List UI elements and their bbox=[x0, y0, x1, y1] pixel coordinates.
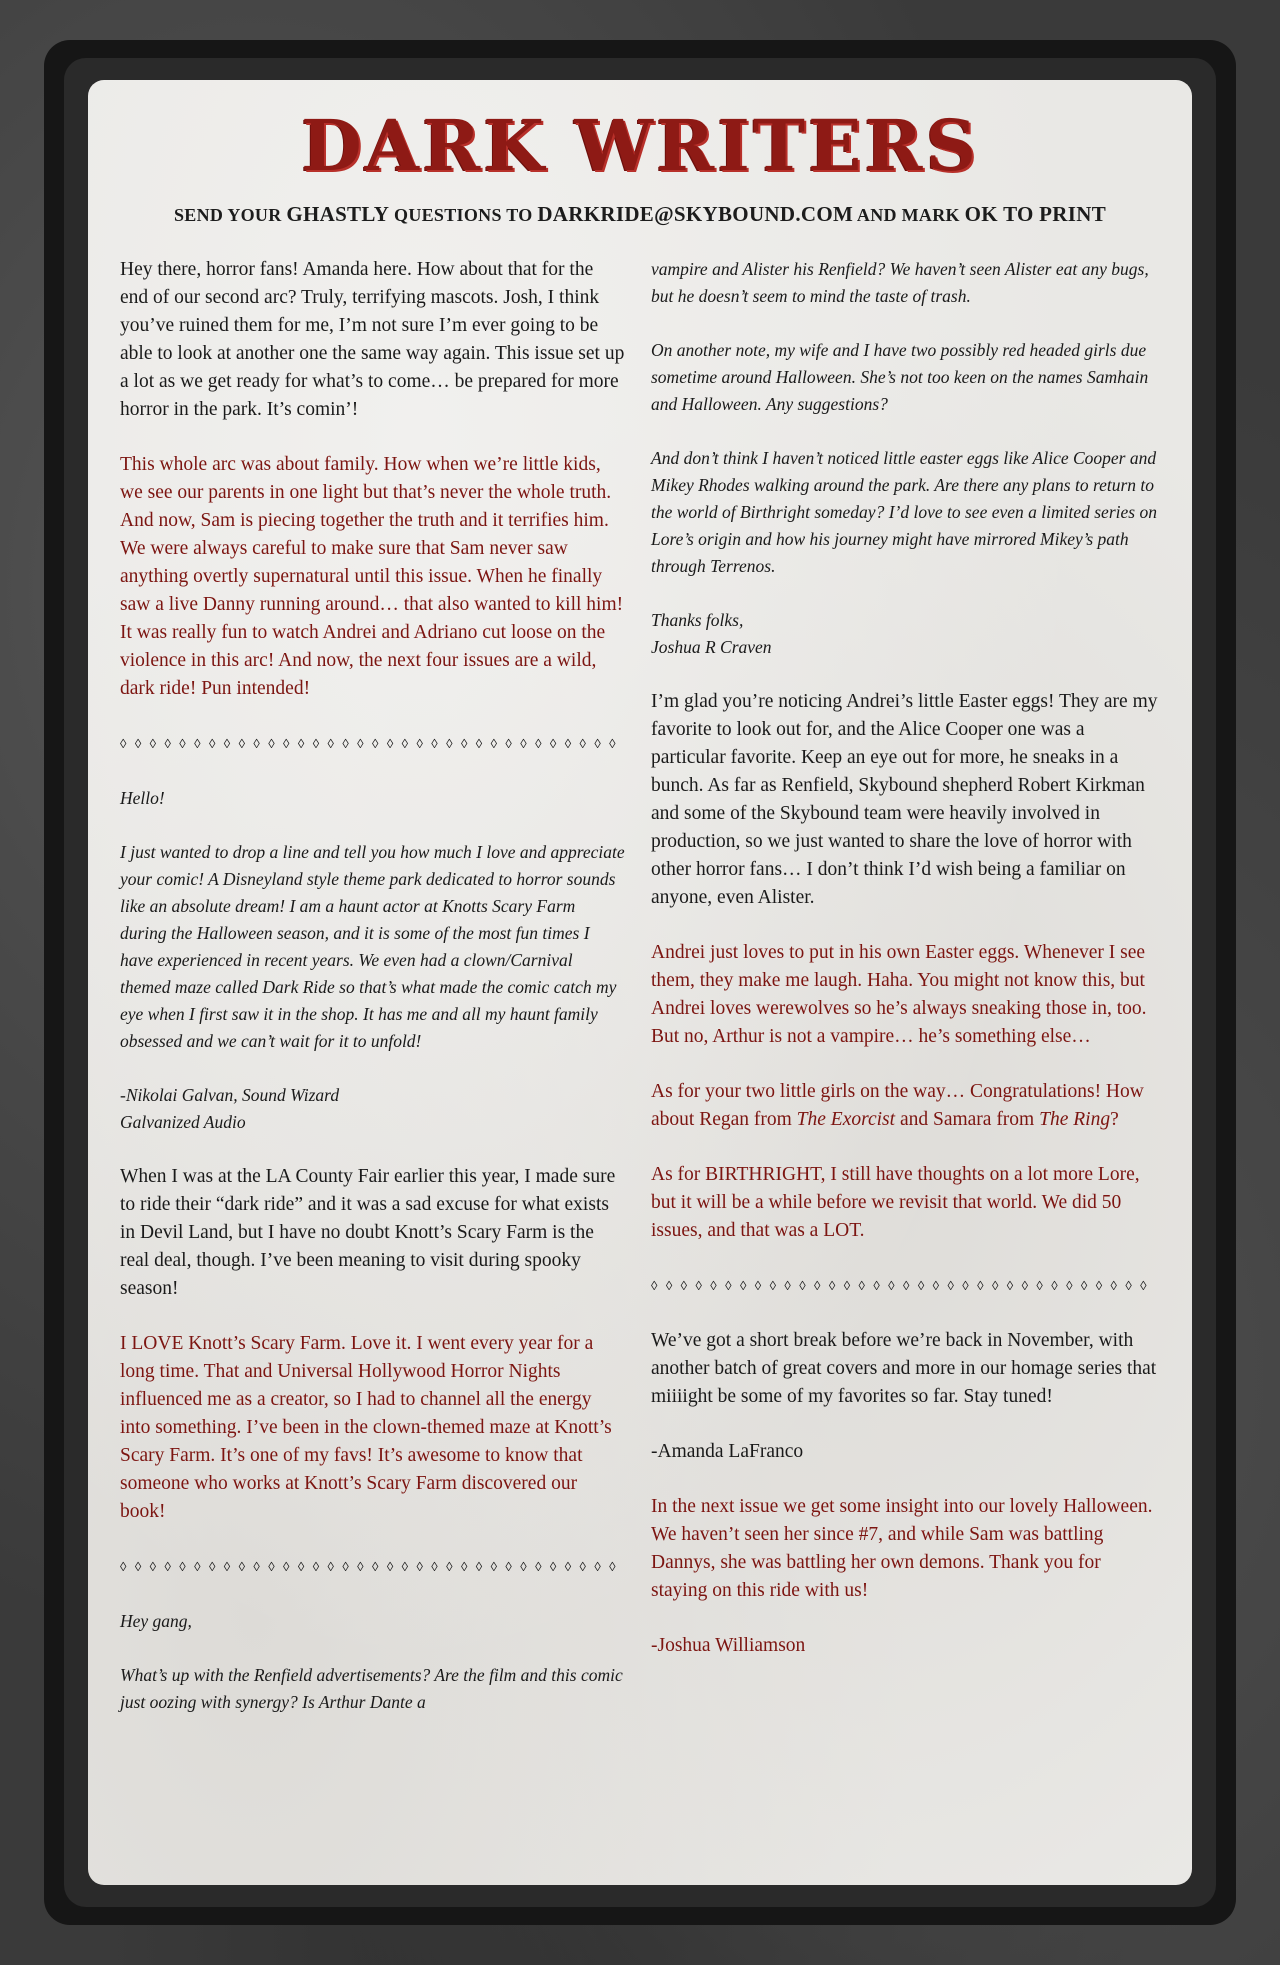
letter-body: What’s up with the Renfield advertisements? Are the film and this comic just oozing with synergy? Is Arthur Dante a bbox=[120, 1665, 623, 1712]
letter-signature bbox=[651, 607, 1161, 661]
reply-text: ? bbox=[1110, 1109, 1119, 1130]
subtitle-and-mark: AND MARK bbox=[856, 205, 960, 225]
movie-title: The Ring bbox=[1039, 1109, 1111, 1130]
subtitle-questions: QUESTIONS TO bbox=[394, 205, 533, 225]
page-title: DARK WRITERS bbox=[300, 104, 980, 187]
writer-reply: Andrei just loves to put in his own Easter eggs. Whenever I see them, they make me laugh. Haha. You might not know this, but Andrei loves werewolves so he’s always sneaking those in, too. But no, Arthur is not a vampire… he’s something else… bbox=[651, 942, 1147, 1047]
letter-signature bbox=[120, 1082, 625, 1136]
editor-intro: Hey there, horror fans! Amanda here. How about that for the end of our second arc? Truly, terrifying mascots. Josh, I think you’ve ruined them for me, I’m not sure I’m ever going to be able to look at another one the same way again. This issue set up a lot as we get ready for what’s to come… be prepared for more horror in the park. It’s comin’! bbox=[120, 259, 625, 420]
letter-body: On another note, my wife and I have two possibly red headed girls due sometime around Halloween. She’s not too keen on the names Samhain and Halloween. Any suggestions? bbox=[651, 340, 1149, 414]
signature-affiliation: Galvanized Audio bbox=[120, 1112, 246, 1132]
writer-closing: In the next issue we get some insight into our lovely Halloween. We haven’t seen her since #7, and while Sam was battling Dannys, she was battling her own demons. Thank you for staying on this ride with us! bbox=[651, 1496, 1153, 1601]
writer-reply: I LOVE Knott’s Scary Farm. Love it. I went every year for a long time. That and Universal Hollywood Horror Nights influenced me as a creator, so I had to channel all the energy into something. I’ve been in the clown-themed maze at Knott’s Scary Farm. It’s one of my favs! It’s awesome to know that someone who works at Knott’s Scary Farm discovered our book! bbox=[120, 1333, 612, 1522]
letter-greeting: Hey gang, bbox=[120, 1611, 192, 1631]
signature-name: Joshua R Craven bbox=[651, 637, 772, 657]
reply-text: and Samara from bbox=[895, 1109, 1040, 1130]
letter-greeting: Hello! bbox=[120, 788, 165, 808]
signature-closing: Thanks folks, bbox=[651, 610, 744, 630]
editor-closing: We’ve got a short break before we’re back in November, with another batch of great covers and more in our homage series that miiiight be some of my favorites so far. Stay tuned! bbox=[651, 1330, 1157, 1407]
left-column bbox=[120, 256, 625, 1716]
reply-text: As for your two little girls on the way… Congratulations! How about Regan from bbox=[651, 1081, 1144, 1130]
right-column bbox=[651, 256, 1161, 1687]
letters-page bbox=[88, 80, 1192, 1885]
writer-reply: This whole arc was about family. How when we’re little kids, we see our parents in one light but that’s never the whole truth. And now, Sam is piecing together the truth and it terrifies him. We were always careful to make sure that Sam never saw anything overtly supernatural until this issue. When he finally saw a live Danny running around… that also wanted to kill him! It was really fun to watch Andrei and Adriano cut loose on the violence in this arc! And now, the next four issues are a wild, dark ride! Pun intended! bbox=[120, 454, 624, 699]
section-divider: ◊◊◊◊◊◊◊◊◊◊◊◊◊◊◊◊◊◊◊◊◊◊◊◊◊◊◊◊◊◊◊◊◊◊ bbox=[120, 1559, 625, 1574]
editor-reply: When I was at the LA County Fair earlier this year, I made sure to ride their “dark ride” and it was a sad excuse for what exists in Devil Land, but I have no doubt Knott’s Scary Farm is the real deal, though. I’ve been meaning to visit during spooky season! bbox=[120, 1166, 616, 1299]
submission-instructions bbox=[88, 202, 1192, 227]
section-divider: ◊◊◊◊◊◊◊◊◊◊◊◊◊◊◊◊◊◊◊◊◊◊◊◊◊◊◊◊◊◊◊◊◊◊ bbox=[651, 1278, 1156, 1293]
writer-signature: -Joshua Williamson bbox=[651, 1635, 806, 1656]
editor-reply: I’m glad you’re noticing Andrei’s little Easter eggs! They are my favorite to look out for, and the Alice Cooper one was a particular favorite. Keep an eye out for more, he sneaks in a bunch. As far as Renfield, Skybound shepherd Robert Kirkman and some of the Skybound team were heavily involved in production, so we just wanted to share the love of horror with other horror fans… I don’t think I’d wish being a familiar on anyone, even Alister. bbox=[651, 691, 1158, 908]
section-divider: ◊◊◊◊◊◊◊◊◊◊◊◊◊◊◊◊◊◊◊◊◊◊◊◊◊◊◊◊◊◊◊◊◊◊ bbox=[120, 736, 625, 751]
signature-name: -Nikolai Galvan, Sound Wizard bbox=[120, 1085, 340, 1105]
subtitle-ghastly: GHASTLY bbox=[286, 202, 390, 226]
letter-body: And don’t think I haven’t noticed little easter eggs like Alice Cooper and Mikey Rhodes walking around the park. Are there any plans to return to the world of Birthright someday? I’d love to see even a limited series on Lore’s origin and how his journey might have mirrored Mikey’s path through Terrenos. bbox=[651, 448, 1157, 576]
submission-email: DARKRIDE@SKYBOUND.COM bbox=[537, 202, 854, 226]
writer-reply: As for BIRTHRIGHT, I still have thoughts on a lot more Lore, but it will be a while before we revisit that world. We did 50 issues, and that was a LOT. bbox=[651, 1164, 1140, 1241]
letter-body: vampire and Alister his Renfield? We haven’t seen Alister eat any bugs, but he doesn’t seem to mind the taste of trash. bbox=[651, 259, 1149, 306]
writer-reply bbox=[651, 1078, 1161, 1134]
subtitle-ok-to-print: OK TO PRINT bbox=[964, 202, 1107, 226]
movie-title: The Exorcist bbox=[796, 1109, 896, 1130]
letter-body: I just wanted to drop a line and tell you how much I love and appreciate your comic! A Disneyland style theme park dedicated to horror sounds like an absolute dream! I am a haunt actor at Knotts Scary Farm during the Halloween season, and it is some of the most fun times I have experienced in recent years. We even had a clown/Carnival themed maze called Dark Ride so that’s what made the comic catch my eye when I first saw it in the shop. It has me and all my haunt family obsessed and we can’t wait for it to unfold! bbox=[120, 842, 625, 1051]
subtitle-send: SEND YOUR bbox=[173, 205, 282, 225]
editor-signature: -Amanda LaFranco bbox=[651, 1441, 804, 1462]
